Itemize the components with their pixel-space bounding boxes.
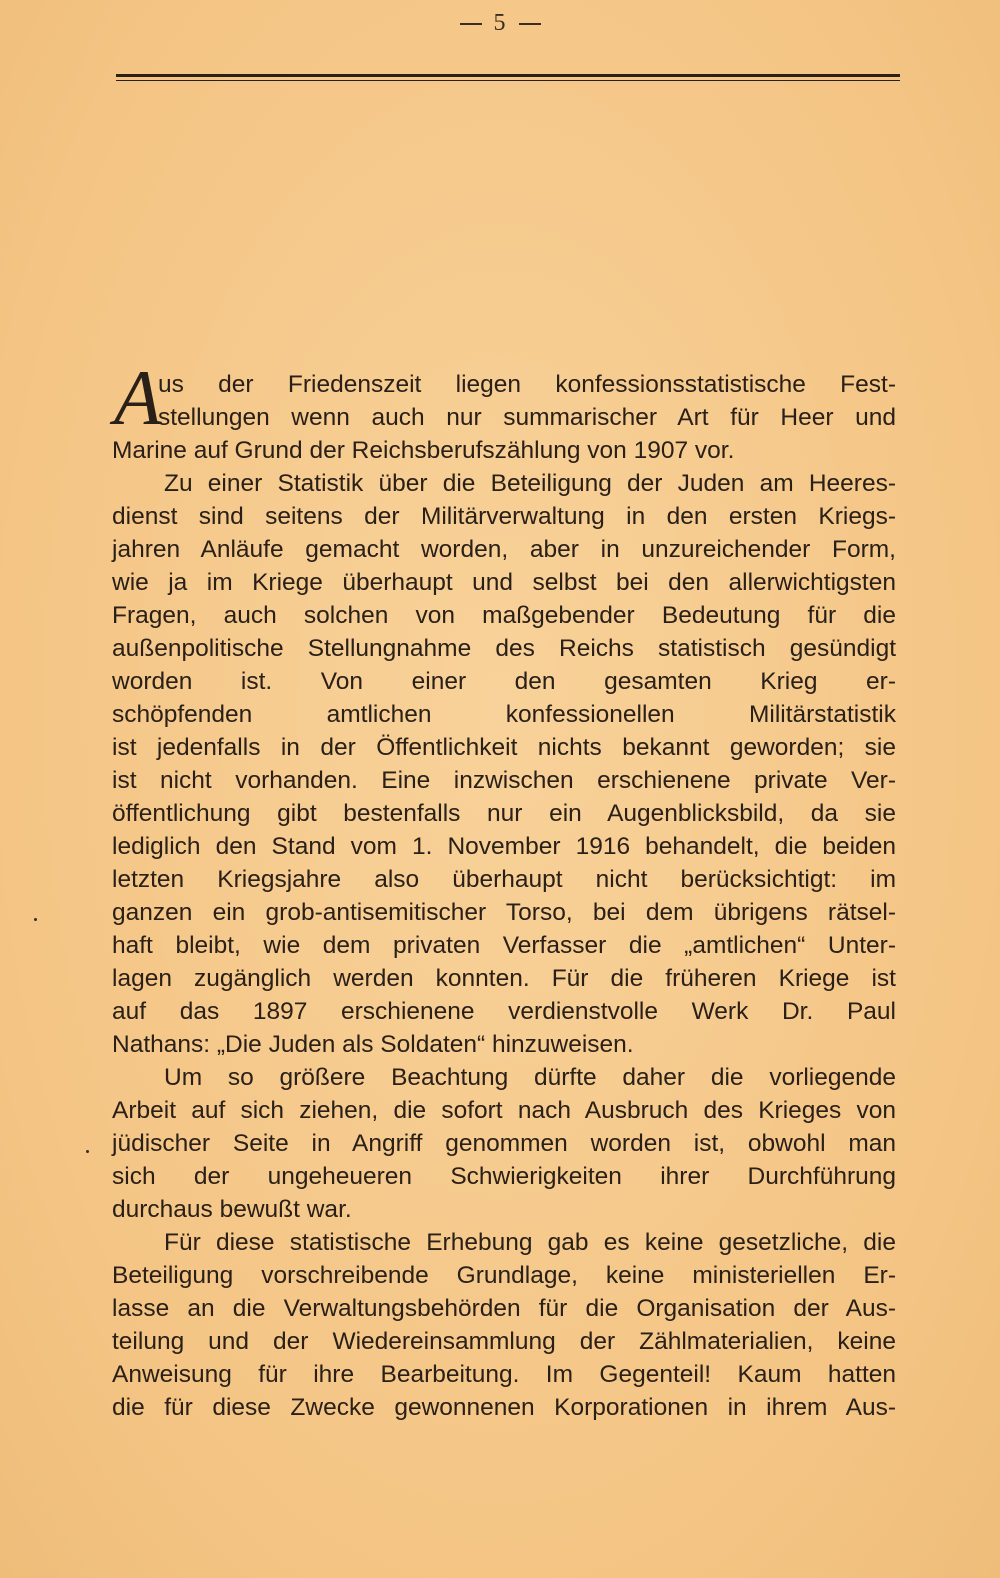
text-line: schöpfenden amtlichen konfessionellen Militärstatistik: [112, 701, 896, 728]
text-line: worden ist. Von einer den gesamten Krieg er-: [112, 668, 896, 695]
drop-cap: A: [114, 354, 162, 441]
text-line: wie ja im Kriege überhaupt und selbst bei den allerwichtigsten: [112, 569, 896, 596]
text-line: Arbeit auf sich ziehen, die sofort nach Ausbruch des Krieges von: [112, 1097, 896, 1124]
paper-speck: [86, 1150, 89, 1153]
page-number: [0, 10, 1000, 37]
header-rule: [116, 74, 900, 84]
text-line: Nathans: „Die Juden als Soldaten“ hinzuweisen.: [112, 1031, 634, 1058]
text-line: außenpolitische Stellungnahme des Reichs statistisch gesündigt: [112, 635, 896, 662]
text-line: jüdischer Seite in Angriff genommen worden ist, obwohl man: [112, 1130, 896, 1157]
text-line: Marine auf Grund der Reichsberufszählung von 1907 vor.: [112, 437, 735, 464]
text-line: Anweisung für ihre Bearbeitung. Im Gegenteil! Kaum hatten: [112, 1361, 896, 1388]
text-line: lediglich den Stand vom 1. November 1916 behandelt, die beiden: [112, 833, 896, 860]
text-line: dienst sind seitens der Militärverwaltung in den ersten Kriegs-: [112, 503, 896, 530]
text-line: öffentlichung gibt bestenfalls nur ein Augenblicksbild, da sie: [112, 800, 896, 827]
paper-speck: [34, 918, 37, 921]
text-line: sich der ungeheueren Schwierigkeiten ihrer Durchführung: [112, 1163, 896, 1190]
page-number-value: 5: [493, 10, 507, 36]
page-number-dash-right: [519, 23, 541, 25]
text-line: Für diese statistische Erhebung gab es keine gesetzliche, die: [164, 1229, 896, 1256]
text-line: lagen zugänglich werden konnten. Für die früheren Kriege ist: [112, 965, 896, 992]
text-line: us der Friedenszeit liegen konfessionsstatistische Fest-: [158, 371, 896, 398]
text-line: letzten Kriegsjahre also überhaupt nicht berücksichtigt: im: [112, 866, 896, 893]
text-line: stellungen wenn auch nur summarischer Art für Heer und: [158, 404, 896, 431]
text-line: durchaus bewußt war.: [112, 1196, 352, 1223]
text-line: Um so größere Beachtung dürfte daher die vorliegende: [164, 1064, 896, 1091]
text-line: Beteiligung vorschreibende Grundlage, keine ministeriellen Er-: [112, 1262, 896, 1289]
text-line: lasse an die Verwaltungsbehörden für die Organisation der Aus-: [112, 1295, 896, 1322]
text-line: haft bleibt, wie dem privaten Verfasser die „amtlichen“ Unter-: [112, 932, 896, 959]
body-text: [112, 354, 896, 1424]
text-line: ganzen ein grob-antisemitischer Torso, bei dem übrigens rätsel-: [112, 899, 896, 926]
header-rule-thin: [116, 80, 900, 81]
text-line: auf das 1897 erschienene verdienstvolle Werk Dr. Paul: [112, 998, 896, 1025]
page-number-dash-left: [460, 23, 482, 25]
text-line: ist nicht vorhanden. Eine inzwischen erschienene private Ver-: [112, 767, 896, 794]
text-line: ist jedenfalls in der Öffentlichkeit nichts bekannt geworden; sie: [112, 734, 896, 761]
text-line: Zu einer Statistik über die Beteiligung der Juden am Heeres-: [164, 470, 896, 497]
text-line: jahren Anläufe gemacht worden, aber in unzureichender Form,: [112, 536, 896, 563]
text-line: Fragen, auch solchen von maßgebender Bedeutung für die: [112, 602, 896, 629]
text-line: die für diese Zwecke gewonnenen Korporationen in ihrem Aus-: [112, 1394, 896, 1421]
text-line: teilung und der Wiedereinsammlung der Zählmaterialien, keine: [112, 1328, 896, 1355]
header-rule-thick: [116, 74, 900, 77]
